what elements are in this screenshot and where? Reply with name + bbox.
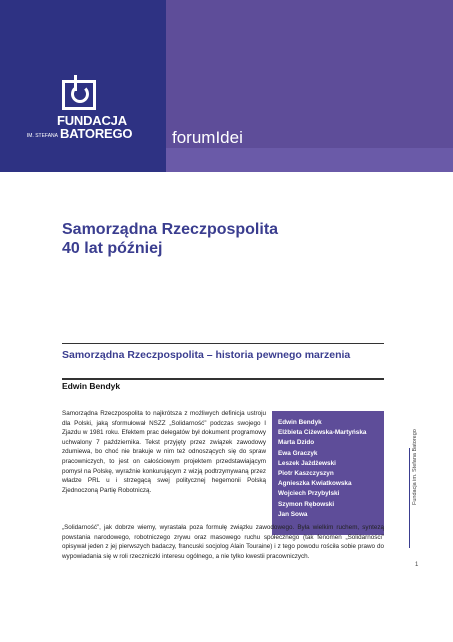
contributor-item: Wojciech Przybylski — [278, 490, 340, 498]
divider-author — [62, 378, 384, 380]
contributor-item: Leszek Jażdżewski — [278, 459, 336, 467]
header-band — [166, 148, 453, 172]
contributors-box — [272, 411, 384, 535]
contributor-item: Ewa Graczyk — [278, 449, 318, 457]
page-title — [62, 220, 278, 258]
contributor-item: Elżbieta Ciżewska-Martyńska — [278, 429, 367, 437]
contributor-item: Agnieszka Kwiatkowska — [278, 480, 352, 488]
contributor-item: Edwin Bendyk — [278, 419, 322, 426]
paragraph-2: „Solidarność”, jak dobrze wiemy, wyrastała poza formułę związku zawodowego. Była wielkim ruchem, syntezą powstania narodowego, robotniczego zrywu oraz masowego ruchu społecznego (tak fenomen „Solidarności” opisywał jeden z jej pierwszych badaczy, francuski socjolog Alain Touraine) i z tego powodu rościła sobie prawo do wypowiadania się w roli rzeczniczki interesu ogólnego, a nie tylko kwestii pracowniczych. — [62, 524, 384, 560]
contributor-item: Szymon Rębowski — [278, 500, 335, 508]
foundation-name-line2: BATOREGO — [60, 126, 133, 141]
foundation-name-small: IM. STEFANA — [26, 133, 58, 139]
page-number: 1 — [415, 562, 419, 568]
article-subtitle: Samorządna Rzeczpospolita – historia pewnego marzenia — [62, 349, 351, 361]
divider-top — [62, 343, 384, 344]
contributor-item: Piotr Kaszczyszyn — [278, 470, 334, 478]
sidebar-rule — [409, 448, 410, 548]
title-line1: Samorządna Rzeczpospolita — [62, 221, 279, 238]
paragraph-1: Samorządna Rzeczpospolita to najkrótsza z możliwych definicja ustroju dla Polski, jaką sformułował NSZZ „Solidarność” podczas swojego I Zjazdu w 1981 roku. Efektem prac delegatów był dokument programowy uchwalony 7 października. Tekst przyjęty przez związek zawodowy zdumiewa, bo choć nie brakuje w nim też odnoszących się do spraw pracowniczych, to jest on całościowym projektem przedstawiającym pomysł na Polskę, wyraźnie konkurującym z wizją podtrzymywaną przez władze PRL u i strzegącą swej politycznej hegemonii Polską Zjednoczoną Partię Robotniczą. — [62, 410, 266, 494]
series-name: forumIdei — [172, 128, 243, 147]
foundation-logo-icon — [62, 80, 96, 110]
article-author: Edwin Bendyk — [62, 381, 121, 391]
contributor-item: Jan Sowa — [278, 510, 308, 518]
contributors-list — [272, 411, 384, 520]
foundation-name-line1: FUNDACJA — [57, 113, 127, 128]
contributor-item: Marta Dzido — [278, 439, 315, 447]
sidebar-vertical-text: Fundacja im. Stefana Batorego — [412, 429, 418, 505]
title-line2: 40 lat później — [62, 240, 163, 257]
